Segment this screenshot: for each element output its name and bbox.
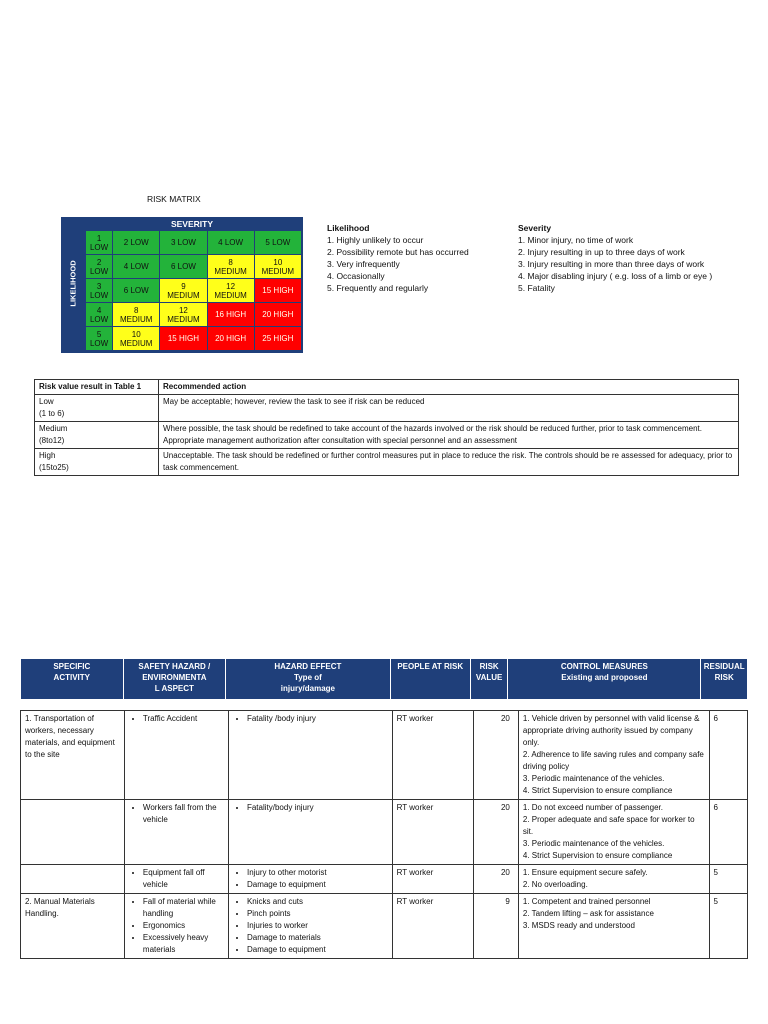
matrix-cell-value: 4 LOW [89,305,109,324]
matrix-cell-value: 15 HIGH [262,286,294,295]
matrix-cell-value: 8 MEDIUM [120,305,153,324]
hazard-list [129,713,224,725]
matrix-cell-value: 6 LOW [123,286,149,295]
effect-item: • Fatality /body injury [247,713,388,725]
hazard-list [129,802,224,826]
matrix-cell [254,279,301,303]
risk-value-cell: 20 [474,800,518,865]
effect-item: • Injuries to worker [247,920,388,932]
matrix-cell [86,255,113,279]
matrix-cell [160,327,207,351]
effect-list [233,867,388,891]
effect-item: • Damage to materials [247,932,388,944]
hazard-cell [124,800,228,865]
people-at-risk-cell: RT worker [392,894,474,959]
matrix-cell-value: 1 LOW [89,233,109,252]
hazard-cell [124,711,228,800]
hazard-column-header: RISK VALUE [470,659,508,700]
control-measures-cell: 1. Competent and trained personnel 2. Tandem lifting – ask for assistance 3. MSDS ready and understood [518,894,709,959]
recommended-action-cell: Unacceptable. The task should be redefined or further control measures put in place to reduce the risk. The controls should be re assessed for adequacy, prior to task commencement. [159,449,739,476]
recommended-action-table [34,379,739,476]
hazard-column-header: SPECIFIC ACTIVITY [21,659,124,700]
matrix-cell-value: 25 HIGH [262,334,294,343]
hazard-column-header: RESIDUAL RISK [701,659,748,700]
table-row [21,865,748,894]
hazard-item: • Ergonomics [143,920,224,932]
effect-item: • Fatality/body injury [247,802,388,814]
effect-list [233,896,388,956]
matrix-cell [207,327,254,351]
matrix-row [86,279,302,303]
matrix-row [86,231,302,255]
matrix-cell [254,327,301,351]
matrix-cell-value: 5 LOW [265,238,291,247]
effect-cell [228,894,392,959]
risk-level-cell: Medium (8to12) [35,422,159,449]
effect-cell [228,865,392,894]
risk-value-cell: 20 [474,711,518,800]
matrix-cell-value: 12 MEDIUM [214,281,247,300]
matrix-cell [113,327,160,351]
hazard-list [129,896,224,956]
risk-matrix-title: RISK MATRIX [147,194,201,204]
matrix-cell-value: 15 HIGH [167,334,199,343]
matrix-cell [160,303,207,327]
matrix-cell [160,231,207,255]
hazard-item: • Workers fall from the vehicle [143,802,224,826]
matrix-cell-value: 3 LOW [170,238,196,247]
people-at-risk-cell: RT worker [392,711,474,800]
hazard-table-header [20,658,748,700]
matrix-row [86,327,302,351]
control-measures-cell: 1. Ensure equipment secure safely. 2. No overloading. [518,865,709,894]
matrix-cell-value: 8 MEDIUM [214,257,247,276]
severity-axis-label: SEVERITY [170,219,214,229]
matrix-cell-value: 4 LOW [123,262,149,271]
likelihood-axis-label: LIKELIHOOD [68,260,78,307]
matrix-cell [207,279,254,303]
risk-value-cell: 9 [474,894,518,959]
matrix-cell-value: 5 LOW [89,329,109,348]
matrix-cell-value: 6 LOW [170,262,196,271]
effect-cell [228,711,392,800]
matrix-cell [254,231,301,255]
likelihood-item: 3. Very infrequently [327,259,400,269]
table-header-row [35,380,739,395]
matrix-row [86,303,302,327]
risk-value-header: Risk value result in Table 1 [35,380,159,395]
hazard-item: • Fall of material while handling [143,896,224,920]
severity-item: 2. Injury resulting in up to three days of work [518,247,685,257]
risk-value-cell: 20 [474,865,518,894]
matrix-cell [160,279,207,303]
hazard-column-header: PEOPLE AT RISK [390,659,470,700]
risk-matrix-grid [85,230,302,351]
severity-item: 4. Major disabling injury ( e.g. loss of a limb or eye ) [518,271,713,281]
severity-legend-title: Severity [518,223,552,233]
matrix-cell-value: 16 HIGH [215,310,247,319]
matrix-cell [113,303,160,327]
likelihood-item: 2. Possibility remote but has occurred [327,247,469,257]
effect-item: • Knicks and cuts [247,896,388,908]
severity-item: 3. Injury resulting in more than three days of work [518,259,705,269]
likelihood-legend-title: Likelihood [327,223,370,233]
recommended-action-cell: Where possible, the task should be redefined to take account of the hazards involved or the risk should be reduced further, prior to task commencement. Appropriate management authorization after consultation with special personnel and an assessment [159,422,739,449]
severity-legend [518,222,713,294]
matrix-cell [113,255,160,279]
matrix-cell [254,303,301,327]
hazard-table [20,710,748,959]
matrix-cell [113,231,160,255]
hazard-column-header: HAZARD EFFECT Type of injury/damage [226,659,391,700]
residual-risk-cell: 6 [709,800,747,865]
residual-risk-cell: 6 [709,711,747,800]
recommended-action-cell: May be acceptable; however, review the task to see if risk can be reduced [159,395,739,422]
effect-item: • Injury to other motorist [247,867,388,879]
matrix-row [86,255,302,279]
table-row [35,395,739,422]
matrix-cell-value: 4 LOW [218,238,244,247]
matrix-cell-value: 10 MEDIUM [261,257,295,276]
residual-risk-cell: 5 [709,865,747,894]
matrix-cell [86,279,113,303]
likelihood-item: 4. Occasionally [327,271,385,281]
matrix-cell-value: 20 HIGH [215,334,247,343]
matrix-cell-value: 20 HIGH [262,310,294,319]
people-at-risk-cell: RT worker [392,865,474,894]
effect-list [233,713,388,725]
hazard-cell [124,865,228,894]
table-header-row [21,659,748,700]
matrix-cell [86,231,113,255]
hazard-item: • Traffic Accident [143,713,224,725]
effect-item: • Damage to equipment [247,944,388,956]
effect-list [233,802,388,814]
matrix-cell-value: 10 MEDIUM [120,329,153,348]
risk-level-cell: Low (1 to 6) [35,395,159,422]
activity-cell [21,865,125,894]
matrix-cell [207,303,254,327]
matrix-cell [86,327,113,351]
matrix-cell-value: 9 MEDIUM [167,281,200,300]
matrix-cell-value: 2 LOW [89,257,109,276]
matrix-cell [113,279,160,303]
matrix-cell-value: 3 LOW [89,281,109,300]
likelihood-legend [327,222,507,294]
matrix-cell [254,255,301,279]
matrix-cell [207,255,254,279]
hazard-cell [124,894,228,959]
table-row [35,449,739,476]
likelihood-item: 5. Frequently and regularly [327,283,429,293]
table-row [21,711,748,800]
control-measures-cell: 1. Vehicle driven by personnel with valid license & appropriate driving authority issued by company only. 2. Adherence to life saving rules and company safe driving policy 3. Periodic maintenance of the vehicles. 4. Strict Supervision to ensure compliance [518,711,709,800]
activity-cell [21,800,125,865]
matrix-cell-value: 12 MEDIUM [167,305,200,324]
activity-cell: 1. Transportation of workers, necessary materials, and equipment to the site [21,711,125,800]
effect-item: • Pinch points [247,908,388,920]
hazard-item: • Equipment fall off vehicle [143,867,224,891]
hazard-column-header: CONTROL MEASURES Existing and proposed [508,659,701,700]
activity-cell: 2. Manual Materials Handling. [21,894,125,959]
effect-cell [228,800,392,865]
matrix-cell [86,303,113,327]
hazard-item: • Excessively heavy materials [143,932,224,956]
table-row [35,422,739,449]
table-row [21,800,748,865]
likelihood-item: 1. Highly unlikely to occur [327,235,424,245]
control-measures-cell: 1. Do not exceed number of passenger. 2. Proper adequate and safe space for worker to sit. 3. Periodic maintenance of the vehicles. 4. Strict Supervision to ensure compliance [518,800,709,865]
hazard-list [129,867,224,891]
table-row [21,894,748,959]
severity-item: 1. Minor injury, no time of work [518,235,634,245]
recommended-action-header: Recommended action [159,380,739,395]
matrix-cell [160,255,207,279]
matrix-cell-value: 2 LOW [123,238,149,247]
risk-matrix [61,217,303,353]
matrix-cell [207,231,254,255]
risk-level-cell: High (15to25) [35,449,159,476]
hazard-column-header: SAFETY HAZARD / ENVIRONMENTA L ASPECT [123,659,226,700]
residual-risk-cell: 5 [709,894,747,959]
people-at-risk-cell: RT worker [392,800,474,865]
severity-item: 5. Fatality [518,283,555,293]
effect-item: • Damage to equipment [247,879,388,891]
